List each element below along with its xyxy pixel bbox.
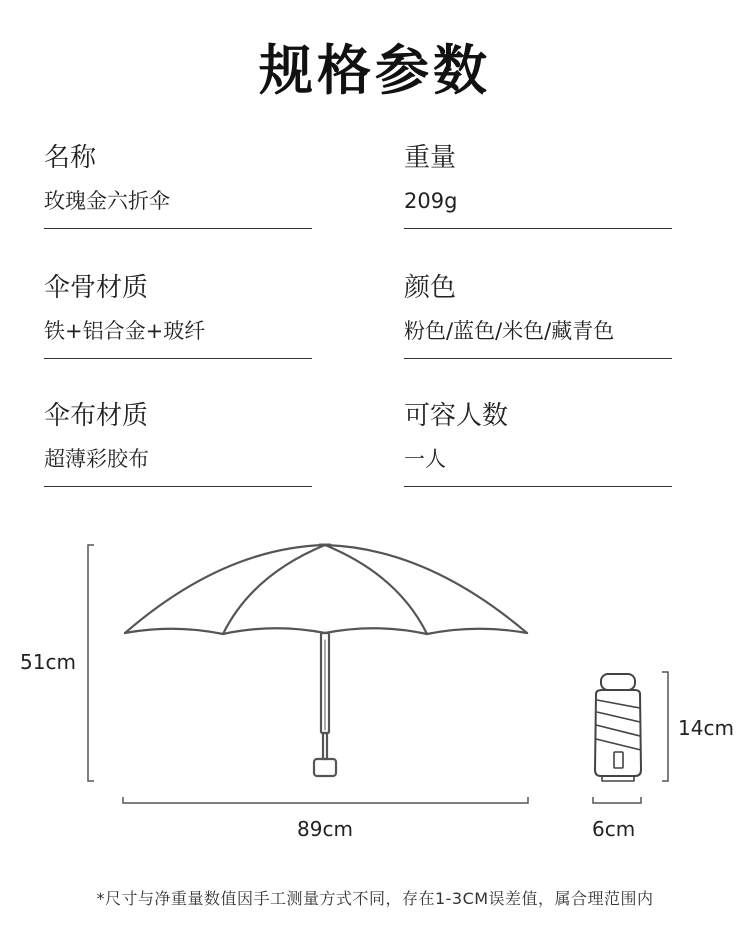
spec-value: 209g bbox=[404, 189, 458, 213]
measurement-note: *尺寸与净重量数值因手工测量方式不同，存在1-3CM误差值，属合理范围内 bbox=[96, 889, 654, 908]
open-umbrella-icon bbox=[125, 545, 527, 776]
spec-label: 颜色 bbox=[404, 273, 457, 303]
open-height-label: 51cm bbox=[20, 650, 76, 674]
spec-label: 重量 bbox=[404, 143, 457, 173]
page-title: 规格参数 bbox=[259, 39, 491, 102]
spec-label: 伞布材质 bbox=[44, 401, 149, 431]
folded-umbrella-icon bbox=[595, 674, 641, 781]
spec-value: 铁+铝合金+玻纤 bbox=[44, 319, 206, 343]
dimension-lines bbox=[88, 545, 528, 803]
spec-value: 粉色/蓝色/米色/藏青色 bbox=[404, 319, 615, 343]
spec-label: 名称 bbox=[44, 143, 97, 173]
open-width-label: 89cm bbox=[297, 817, 353, 841]
folded-width-label: 6cm bbox=[592, 817, 636, 841]
folded-height-label: 14cm bbox=[678, 716, 734, 740]
spec-label: 可容人数 bbox=[404, 401, 509, 431]
spec-value: 超薄彩胶布 bbox=[44, 447, 149, 471]
spec-label: 伞骨材质 bbox=[44, 273, 149, 303]
spec-value: 玫瑰金六折伞 bbox=[44, 189, 170, 213]
spec-value: 一人 bbox=[404, 447, 446, 471]
